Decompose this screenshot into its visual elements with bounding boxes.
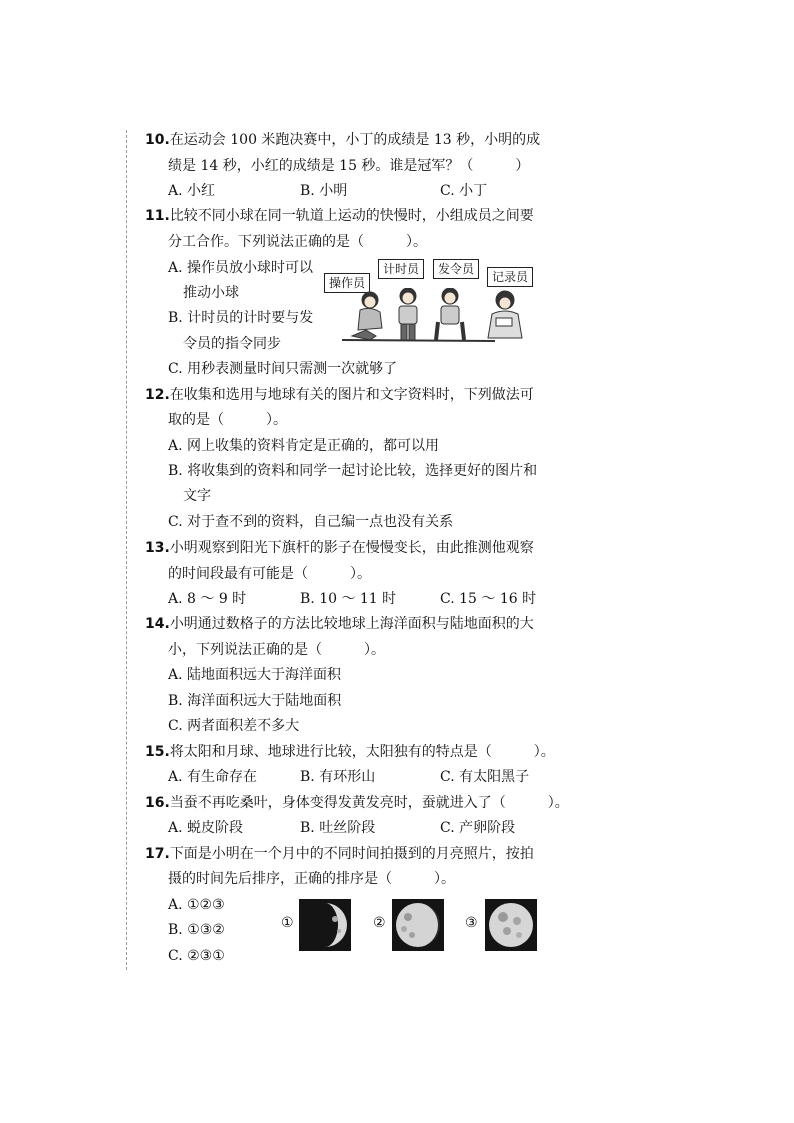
question-10-line-2: 绩是 14 秒，小红的成绩是 15 秒。谁是冠军？（ ） bbox=[168, 158, 530, 174]
question-stem: 小明观察到阳光下旗杆的影子在慢慢变长，由此推测他观察 bbox=[169, 540, 534, 556]
role-label-operator: 操作员 bbox=[324, 273, 370, 293]
question-stem: 将太阳和月球、地球进行比较，太阳独有的特点是（ ）。 bbox=[169, 744, 555, 760]
question-stem: 当蚕不再吃桑叶，身体变得发黄发亮时，蚕就进入了（ ）。 bbox=[169, 795, 569, 811]
option-c[interactable]: C. 对于查不到的资料，自己编一点也没有关系 bbox=[168, 514, 454, 530]
question-12-line-2: 取的是（ ）。 bbox=[168, 412, 287, 428]
option-a[interactable]: A. 小红 bbox=[168, 183, 216, 199]
option-a[interactable]: A. 操作员放小球时可以 bbox=[168, 260, 314, 276]
moon-photo-2 bbox=[392, 899, 444, 951]
option-b[interactable]: B. 有环形山 bbox=[300, 769, 376, 785]
option-c[interactable]: C. 有太阳黑子 bbox=[440, 769, 530, 785]
question-number: 13. bbox=[145, 540, 170, 556]
option-b[interactable]: B. 10 ～ 11 时 bbox=[300, 591, 397, 607]
option-b[interactable]: B. ①③② bbox=[168, 922, 225, 938]
option-a[interactable]: A. 网上收集的资料肯定是正确的，都可以用 bbox=[168, 438, 440, 454]
option-c[interactable]: C. 两者面积差不多大 bbox=[168, 718, 300, 734]
option-b[interactable]: B. 吐丝阶段 bbox=[300, 820, 376, 836]
option-b-continued: 文字 bbox=[183, 488, 211, 504]
question-13-line-2: 的时间段最有可能是（ ）。 bbox=[168, 566, 371, 582]
question-13-line-1 bbox=[145, 539, 534, 557]
option-c[interactable]: C. 15 ～ 16 时 bbox=[440, 591, 537, 607]
role-label-recorder: 记录员 bbox=[487, 267, 533, 287]
question-17-line-1 bbox=[145, 845, 534, 863]
option-c[interactable]: C. ②③① bbox=[168, 948, 225, 964]
question-number: 12. bbox=[145, 387, 170, 403]
student-recorder bbox=[488, 291, 522, 338]
question-number: 14. bbox=[145, 616, 170, 632]
question-10-line-1 bbox=[145, 131, 540, 149]
question-14-line-1 bbox=[145, 615, 534, 633]
option-c[interactable]: C. 产卵阶段 bbox=[440, 820, 516, 836]
question-number: 17. bbox=[145, 846, 170, 862]
question-11-line-1 bbox=[145, 207, 534, 225]
question-14-line-2: 小，下列说法正确的是（ ）。 bbox=[168, 642, 385, 658]
option-a[interactable]: A. ①②③ bbox=[168, 897, 225, 913]
option-c[interactable]: C. 小丁 bbox=[440, 183, 488, 199]
option-a[interactable]: A. 8 ～ 9 时 bbox=[168, 591, 247, 607]
question-number: 11. bbox=[145, 208, 170, 224]
role-label-starter: 发令员 bbox=[433, 259, 479, 279]
moon-photo-1 bbox=[299, 899, 351, 951]
question-stem: 下面是小明在一个月中的不同时间拍摄到的月亮照片，按拍 bbox=[169, 846, 534, 862]
option-c[interactable]: C. 用秒表测量时间只需测一次就够了 bbox=[168, 361, 398, 377]
photo-label-1: ① bbox=[281, 915, 294, 931]
student-starter bbox=[436, 288, 464, 340]
binding-margin-line bbox=[126, 130, 127, 970]
question-stem: 在运动会 100 米跑决赛中，小丁的成绩是 13 秒，小明的成 bbox=[169, 132, 541, 148]
option-a-continued: 推动小球 bbox=[183, 285, 239, 301]
option-a[interactable]: A. 有生命存在 bbox=[168, 769, 258, 785]
role-label-timer: 计时员 bbox=[378, 259, 424, 279]
question-stem: 比较不同小球在同一轨道上运动的快慢时，小组成员之间要 bbox=[169, 208, 534, 224]
photo-label-3: ③ bbox=[465, 915, 478, 931]
option-b[interactable]: B. 将收集到的资料和同学一起讨论比较，选择更好的图片和 bbox=[168, 463, 538, 479]
option-b[interactable]: B. 海洋面积远大于陆地面积 bbox=[168, 693, 342, 709]
question-number: 16. bbox=[145, 795, 170, 811]
option-b[interactable]: B. 计时员的计时要与发 bbox=[168, 310, 314, 326]
student-timer bbox=[399, 288, 417, 340]
question-number: 15. bbox=[145, 744, 170, 760]
question-number: 10. bbox=[145, 132, 170, 148]
question-11-line-2: 分工合作。下列说法正确的是（ ）。 bbox=[168, 234, 427, 250]
moon-photo-3 bbox=[485, 899, 537, 951]
question-12-line-1 bbox=[145, 386, 534, 404]
question-15-line-1 bbox=[145, 743, 555, 761]
students-illustration bbox=[340, 288, 530, 348]
photo-label-2: ② bbox=[373, 915, 386, 931]
option-b-continued: 令员的指令同步 bbox=[183, 336, 281, 352]
student-operator bbox=[352, 292, 382, 340]
question-16-line-1 bbox=[145, 794, 569, 812]
option-a[interactable]: A. 陆地面积远大于海洋面积 bbox=[168, 667, 342, 683]
question-stem: 小明通过数格子的方法比较地球上海洋面积与陆地面积的大 bbox=[169, 616, 534, 632]
option-a[interactable]: A. 蜕皮阶段 bbox=[168, 820, 244, 836]
option-b[interactable]: B. 小明 bbox=[300, 183, 348, 199]
question-17-line-2: 摄的时间先后排序，正确的排序是（ ）。 bbox=[168, 871, 455, 887]
question-stem: 在收集和选用与地球有关的图片和文字资料时，下列做法可 bbox=[169, 387, 534, 403]
